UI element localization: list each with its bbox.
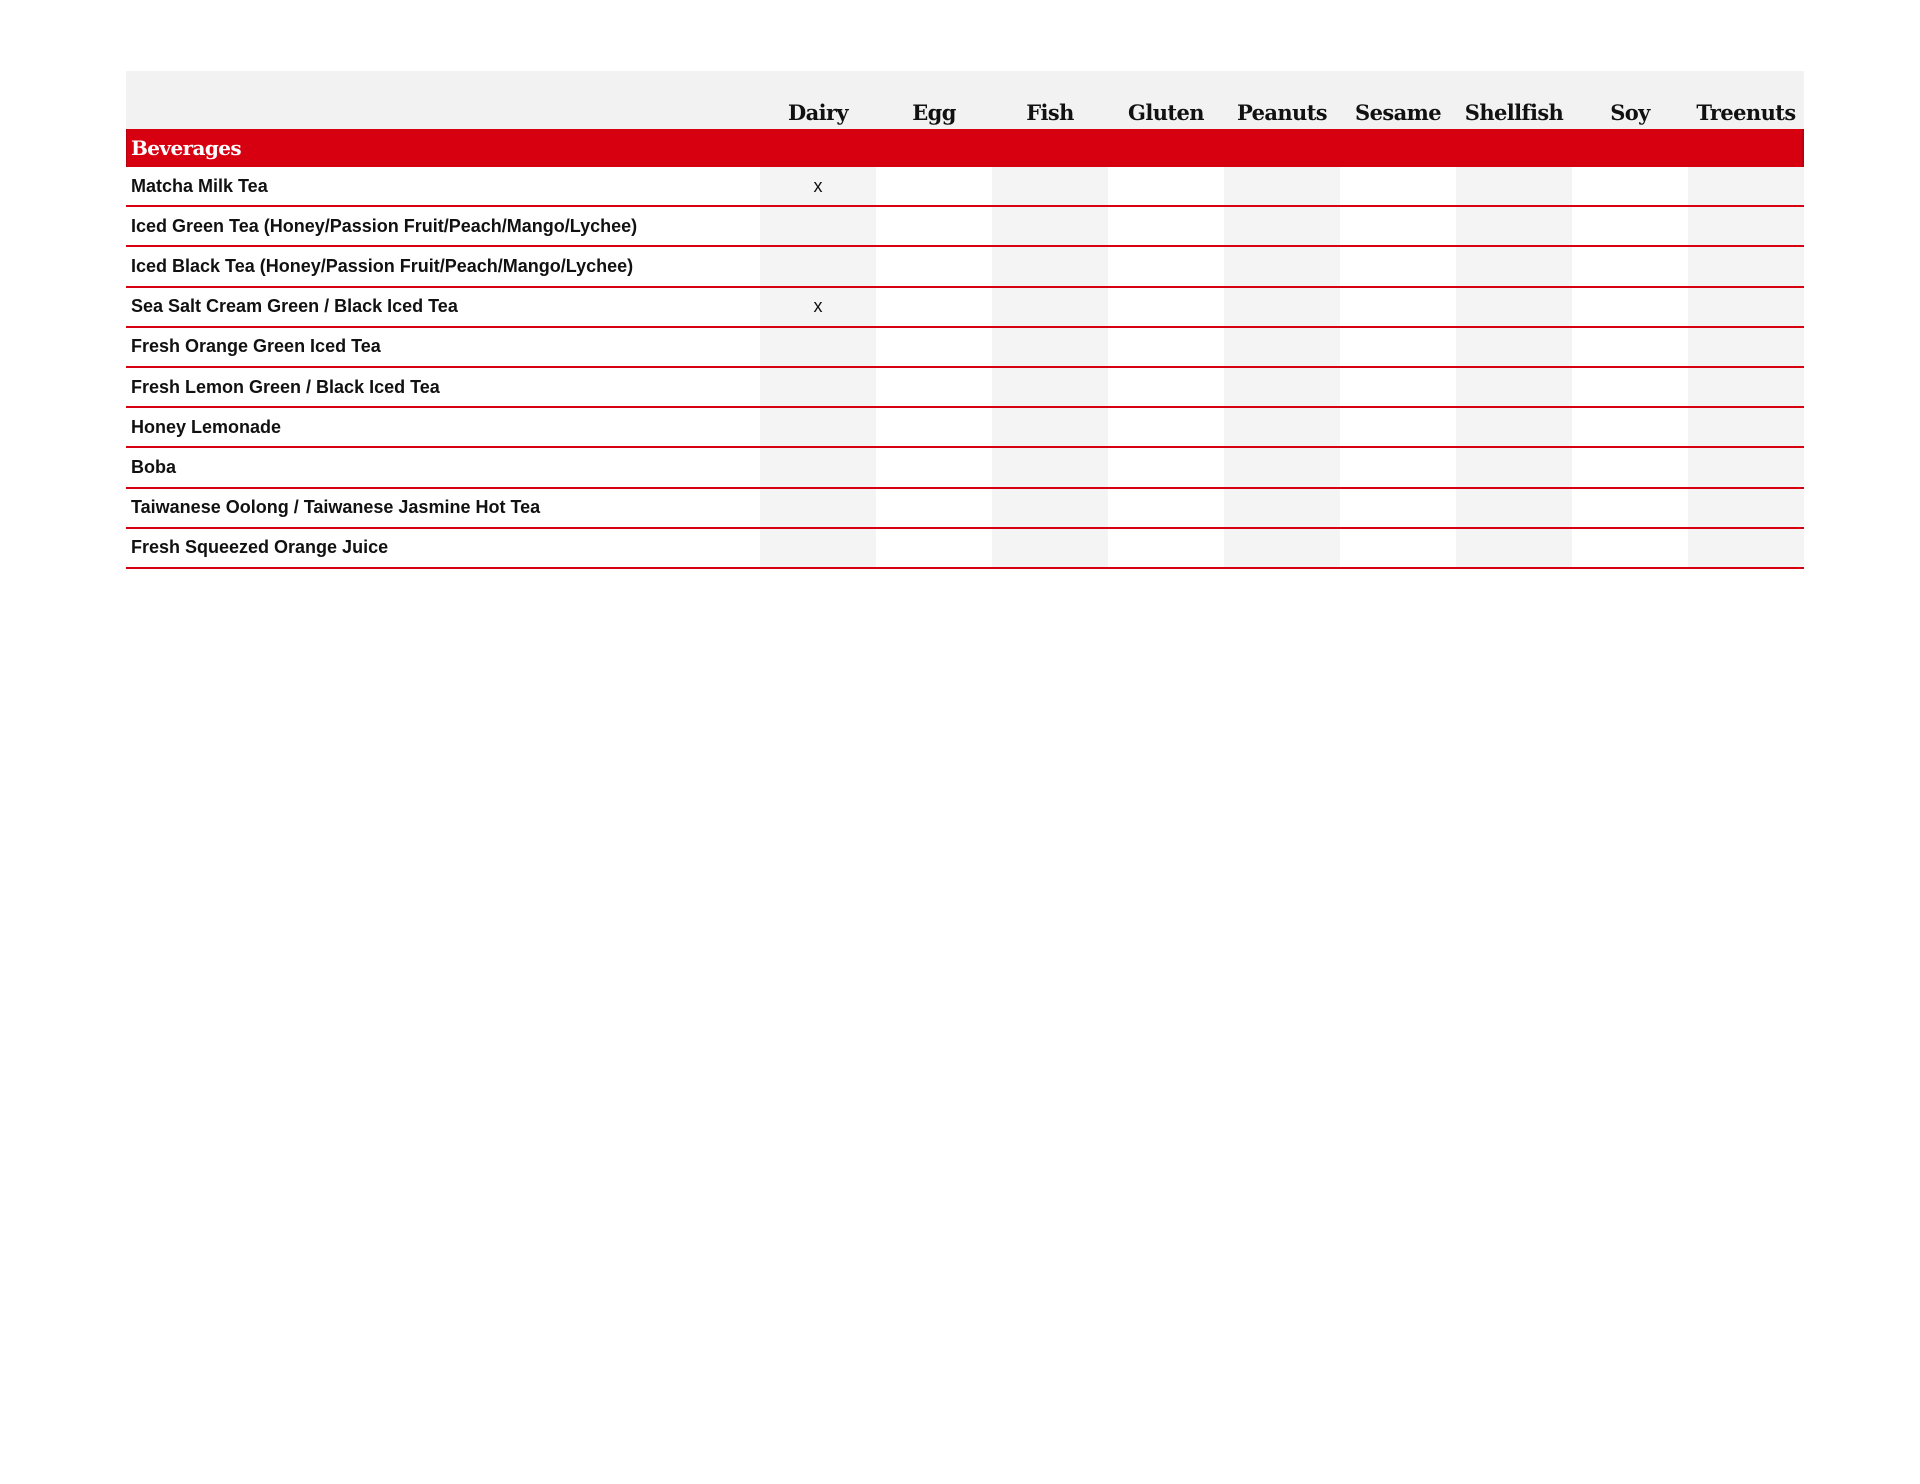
table-row (126, 167, 1804, 207)
item-name: Boba (131, 456, 176, 477)
table-row (126, 529, 1804, 569)
allergen-cell-sesame (1340, 489, 1456, 527)
allergen-cell-fish (992, 529, 1108, 567)
column-header-dairy: Dairy (787, 100, 849, 125)
column-header-egg: Egg (912, 100, 956, 125)
allergen-cell-soy (1572, 529, 1688, 567)
item-name: Sea Salt Cream Green / Black Iced Tea (131, 296, 458, 317)
allergen-cell-dairy (760, 408, 876, 446)
allergen-cell-peanuts (1224, 529, 1340, 567)
table-row (126, 448, 1804, 488)
table-row (126, 368, 1804, 408)
allergen-cell-treenuts (1688, 207, 1804, 245)
allergen-cell-peanuts (1224, 448, 1340, 486)
column-header-sesame: Sesame (1355, 100, 1441, 125)
allergen-cell-gluten (1108, 489, 1224, 527)
allergen-cell-soy (1572, 167, 1688, 205)
allergen-cell-soy (1572, 247, 1688, 285)
allergen-cell-egg (876, 328, 992, 366)
allergen-cell-shellfish (1456, 489, 1572, 527)
table-body (126, 167, 1804, 569)
allergen-cell-fish (992, 207, 1108, 245)
item-name: Fresh Lemon Green / Black Iced Tea (131, 376, 440, 397)
allergen-cell-fish (992, 247, 1108, 285)
allergen-cell-shellfish (1456, 207, 1572, 245)
allergen-cell-gluten (1108, 529, 1224, 567)
item-name: Iced Green Tea (Honey/Passion Fruit/Peach/Mango/Lychee) (131, 215, 638, 236)
allergen-cell-gluten (1108, 247, 1224, 285)
allergen-cell-sesame (1340, 288, 1456, 326)
allergen-cell-shellfish (1456, 167, 1572, 205)
allergen-cell-egg (876, 489, 992, 527)
allergen-cell-fish (992, 448, 1108, 486)
allergen-cell-egg (876, 448, 992, 486)
allergen-cell-dairy (760, 207, 876, 245)
allergen-cell-treenuts (1688, 288, 1804, 326)
allergen-cell-soy (1572, 328, 1688, 366)
column-header-fish: Fish (1026, 100, 1074, 125)
column-header-peanuts: Peanuts (1236, 100, 1328, 125)
column-header-gluten: Gluten (1128, 100, 1204, 125)
allergen-cell-peanuts (1224, 167, 1340, 205)
allergen-cell-fish (992, 328, 1108, 366)
allergen-cell-egg (876, 529, 992, 567)
allergen-cell-egg (876, 368, 992, 406)
item-name: Taiwanese Oolong / Taiwanese Jasmine Hot Tea (131, 497, 541, 518)
item-name: Iced Black Tea (Honey/Passion Fruit/Peach/Mango/Lychee) (131, 255, 634, 276)
allergen-cell-gluten (1108, 368, 1224, 406)
allergen-cell-egg (876, 167, 992, 205)
allergen-cell-soy (1572, 368, 1688, 406)
table-row (126, 207, 1804, 247)
section-header-beverages (126, 129, 1804, 167)
table-row (126, 489, 1804, 529)
allergen-cell-sesame (1340, 529, 1456, 567)
allergen-cell-dairy: x (760, 288, 876, 326)
allergen-cell-gluten (1108, 167, 1224, 205)
allergen-cell-dairy (760, 247, 876, 285)
allergen-cell-sesame (1340, 328, 1456, 366)
item-name: Honey Lemonade (131, 416, 282, 437)
allergen-cell-shellfish (1456, 408, 1572, 446)
allergen-cell-soy (1572, 207, 1688, 245)
item-name: Fresh Squeezed Orange Juice (131, 537, 389, 558)
table-row (126, 328, 1804, 368)
allergen-cell-shellfish (1456, 529, 1572, 567)
allergen-cell-sesame (1340, 167, 1456, 205)
allergen-cell-soy (1572, 448, 1688, 486)
table-row (126, 408, 1804, 448)
allergen-cell-fish (992, 408, 1108, 446)
allergen-cell-gluten (1108, 408, 1224, 446)
column-header-soy: Soy (1610, 100, 1650, 125)
allergen-cell-shellfish (1456, 368, 1572, 406)
allergen-cell-peanuts (1224, 247, 1340, 285)
table-row (126, 247, 1804, 287)
allergen-cell-egg (876, 408, 992, 446)
allergen-cell-peanuts (1224, 328, 1340, 366)
allergen-cell-treenuts (1688, 529, 1804, 567)
table-row (126, 288, 1804, 328)
allergen-cell-shellfish (1456, 328, 1572, 366)
allergen-cell-peanuts (1224, 408, 1340, 446)
allergen-cell-fish (992, 288, 1108, 326)
allergen-cell-treenuts (1688, 489, 1804, 527)
allergen-cell-egg (876, 207, 992, 245)
allergen-cell-dairy (760, 368, 876, 406)
allergen-cell-peanuts (1224, 288, 1340, 326)
allergen-cell-dairy: x (760, 167, 876, 205)
allergen-cell-fish (992, 368, 1108, 406)
allergen-cell-peanuts (1224, 368, 1340, 406)
allergen-cell-treenuts (1688, 448, 1804, 486)
allergen-cell-treenuts (1688, 328, 1804, 366)
allergen-cell-sesame (1340, 368, 1456, 406)
allergen-cell-soy (1572, 408, 1688, 446)
allergen-cell-gluten (1108, 448, 1224, 486)
allergen-cell-sesame (1340, 448, 1456, 486)
allergen-cell-fish (992, 167, 1108, 205)
allergen-cell-shellfish (1456, 247, 1572, 285)
column-header-shellfish: Shellfish (1464, 100, 1564, 125)
item-name: Fresh Orange Green Iced Tea (131, 336, 381, 357)
allergen-cell-egg (876, 247, 992, 285)
allergen-cell-dairy (760, 448, 876, 486)
allergen-cell-treenuts (1688, 167, 1804, 205)
allergen-cell-egg (876, 288, 992, 326)
allergen-cell-treenuts (1688, 247, 1804, 285)
item-name: Matcha Milk Tea (131, 175, 268, 196)
allergen-cell-peanuts (1224, 207, 1340, 245)
allergen-cell-sesame (1340, 247, 1456, 285)
allergen-cell-dairy (760, 328, 876, 366)
allergen-cell-treenuts (1688, 368, 1804, 406)
allergen-cell-gluten (1108, 207, 1224, 245)
allergen-cell-dairy (760, 529, 876, 567)
allergen-cell-shellfish (1456, 448, 1572, 486)
allergen-cell-gluten (1108, 288, 1224, 326)
section-title: Beverages (131, 136, 242, 160)
allergen-cell-dairy (760, 489, 876, 527)
allergen-cell-soy (1572, 489, 1688, 527)
allergen-cell-sesame (1340, 408, 1456, 446)
allergen-cell-sesame (1340, 207, 1456, 245)
allergen-cell-treenuts (1688, 408, 1804, 446)
allergen-cell-fish (992, 489, 1108, 527)
allergen-cell-peanuts (1224, 489, 1340, 527)
allergen-cell-shellfish (1456, 288, 1572, 326)
allergen-cell-gluten (1108, 328, 1224, 366)
allergen-cell-soy (1572, 288, 1688, 326)
column-header-row (126, 71, 1804, 129)
allergen-table (126, 71, 1804, 569)
column-header-treenuts: Treenuts (1696, 100, 1796, 125)
